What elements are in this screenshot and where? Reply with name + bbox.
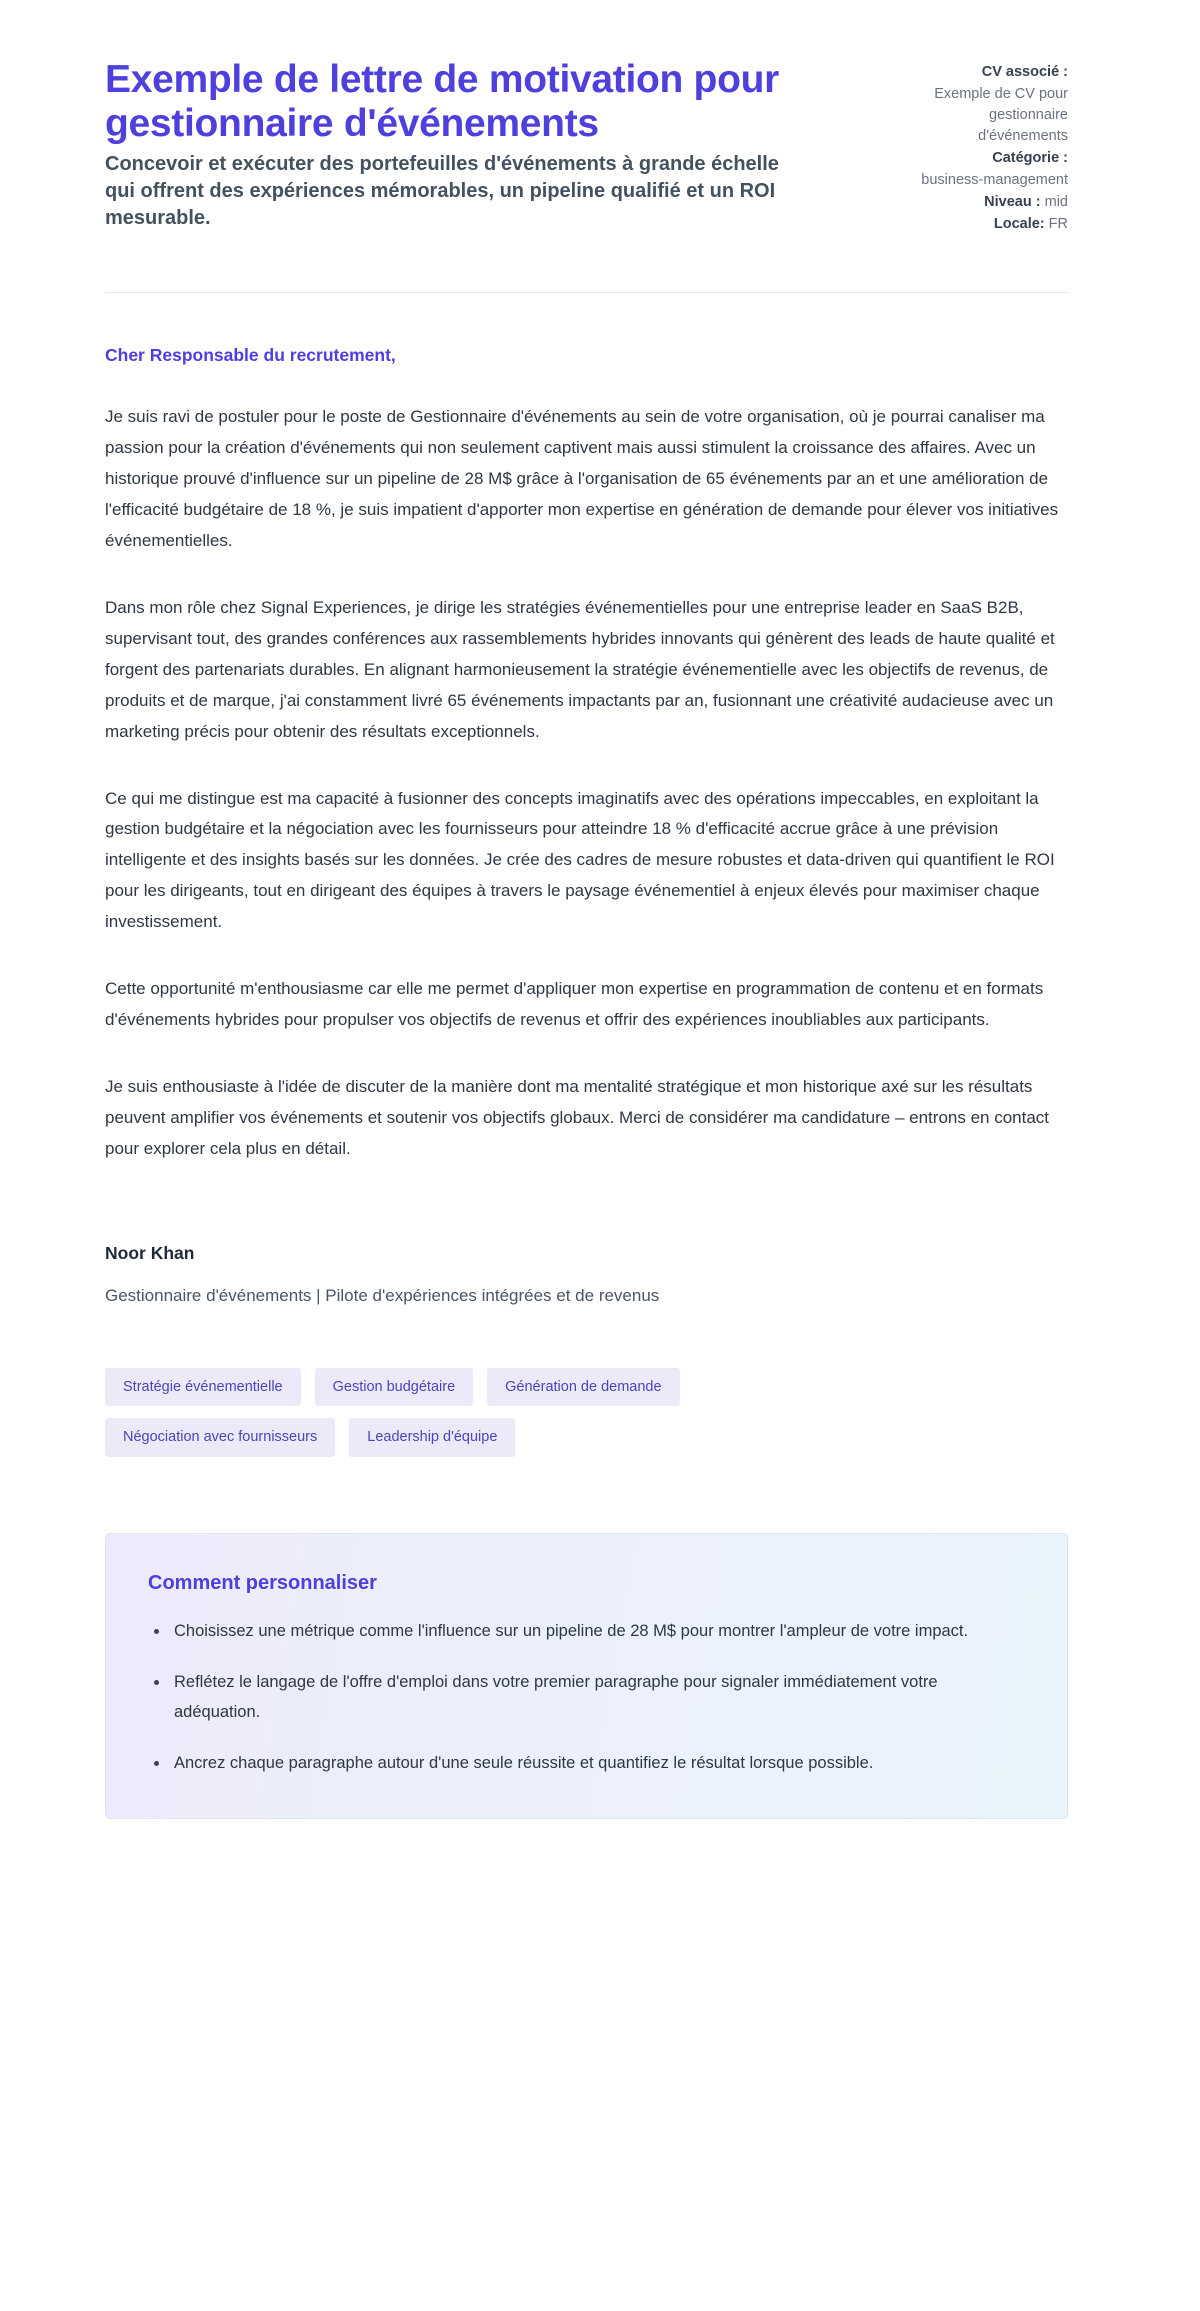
callout-tip-list bbox=[148, 1617, 1025, 1778]
letter-body bbox=[0, 345, 1200, 1457]
skill-tag[interactable]: Génération de demande bbox=[487, 1368, 679, 1407]
signature-role: Gestionnaire d'événements | Pilote d'expériences intégrées et de revenus bbox=[105, 1285, 660, 1305]
meta-category-value: business-management bbox=[921, 172, 1068, 189]
callout-title: Comment personnaliser bbox=[148, 1571, 377, 1594]
letter-paragraph: Dans mon rôle chez Signal Experiences, je dirige les stratégies événementielles pour une entreprise leader en SaaS B2B, supervisant tout, des grandes conférences aux rassemblements hybrides innovants qui génèrent des leads de haute qualité et forgent des partenariats durables. En alignant harmonieusement la stratégie événementielle avec les objectifs de revenus, de produits et de marque, j'ai constamment livré 65 événements impactants par an, fusionnant une créativité audacieuse avec un marketing précis pour obtenir des résultats exceptionnels. bbox=[105, 597, 1055, 741]
meta-associated-cv-value-row bbox=[903, 84, 1068, 147]
callout-tip-item: Reflétez le langage de l'offre d'emploi dans votre premier paragraphe pour signaler immédiatement votre adéquation. bbox=[148, 1668, 1025, 1727]
callout-tip-item: Choisissez une métrique comme l'influence sur un pipeline de 28 M$ pour montrer l'ampleur de votre impact. bbox=[148, 1617, 1025, 1646]
letter-paragraph: Je suis enthousiaste à l'idée de discuter de la manière dont ma mentalité stratégique et mon historique axé sur les résultats peuvent amplifier vos événements et soutenir vos objectifs globaux. Merci de considérer ma candidature – entrons en contact pour explorer cela plus en détail. bbox=[105, 1077, 1050, 1158]
skill-tag[interactable]: Stratégie événementielle bbox=[105, 1368, 301, 1407]
customization-callout bbox=[105, 1533, 1068, 1819]
letter-salutation: Cher Responsable du recrutement, bbox=[105, 345, 396, 366]
meta-level-label: Niveau : bbox=[984, 194, 1041, 211]
letter-paragraph: Cette opportunité m'enthousiasme car elle me permet d'appliquer mon expertise en programmation de contenu et en formats d'événements hybrides pour propulser vos objectifs de revenus et offrir des expériences inoubliables aux participants. bbox=[105, 979, 1044, 1030]
page-header bbox=[0, 40, 1200, 236]
header-title-group bbox=[105, 58, 825, 232]
signature-name: Noor Khan bbox=[105, 1242, 195, 1263]
letter-paragraph: Je suis ravi de postuler pour le poste de Gestionnaire d'événements au sein de votre organisation, où je pourrai canaliser ma passion pour la création d'événements qui non seulement captivent mais aussi stimulent la croissance des affaires. Avec un historique prouvé d'influence sur un pipeline de 28 M$ grâce à l'organisation de 65 événements par an et une amélioration de l'efficacité budgétaire de 18 %, je suis impatient d'apporter mon expertise en génération de demande pour élever vos initiatives événementielles. bbox=[105, 407, 1059, 550]
header-divider bbox=[105, 292, 1068, 293]
meta-locale-label: Locale: bbox=[993, 216, 1045, 233]
meta-associated-cv-value: Exemple de CV pour gestionnaire d'événements bbox=[934, 86, 1068, 145]
meta-level bbox=[903, 192, 1068, 213]
skill-tag[interactable]: Gestion budgétaire bbox=[315, 1368, 474, 1407]
signature-block bbox=[105, 1243, 1068, 1306]
page-title: Exemple de lettre de motivation pour gestionnaire d'événements bbox=[105, 58, 780, 145]
meta-category-label: Catégorie : bbox=[992, 150, 1068, 167]
meta-associated-cv bbox=[903, 62, 1068, 83]
skill-tag[interactable]: Leadership d'équipe bbox=[349, 1418, 515, 1457]
callout-tip-item: Ancrez chaque paragraphe autour d'une seule réussite et quantifiez le résultat lorsque possible. bbox=[148, 1749, 1025, 1778]
meta-locale-value: FR bbox=[1048, 216, 1068, 233]
skill-tag-list bbox=[105, 1368, 805, 1457]
meta-locale bbox=[903, 214, 1068, 235]
page-subtitle: Concevoir et exécuter des portefeuilles d'événements à grande échelle qui offrent des expériences mémorables, un pipeline qualifié et un ROI mesurable. bbox=[105, 153, 779, 230]
meta-category bbox=[903, 148, 1068, 169]
letter-paragraph: Ce qui me distingue est ma capacité à fusionner des concepts imaginatifs avec des opérations impeccables, en exploitant la gestion budgétaire et la négociation avec les fournisseurs pour atteindre 18 % d'efficacité accrue grâce à une prévision intelligente et des insights basés sur les données. Je crée des cadres de mesure robustes et data-driven qui quantifient le ROI pour les dirigeants, tout en dirigeant des équipes à travers le paysage événementiel à enjeux élevés pour maximiser chaque investissement. bbox=[105, 788, 1055, 932]
header-metadata bbox=[903, 58, 1068, 236]
meta-level-value: mid bbox=[1044, 194, 1068, 211]
meta-category-value-row bbox=[903, 170, 1068, 191]
skill-tag[interactable]: Négociation avec fournisseurs bbox=[105, 1418, 335, 1457]
meta-associated-cv-label: CV associé : bbox=[981, 64, 1068, 80]
